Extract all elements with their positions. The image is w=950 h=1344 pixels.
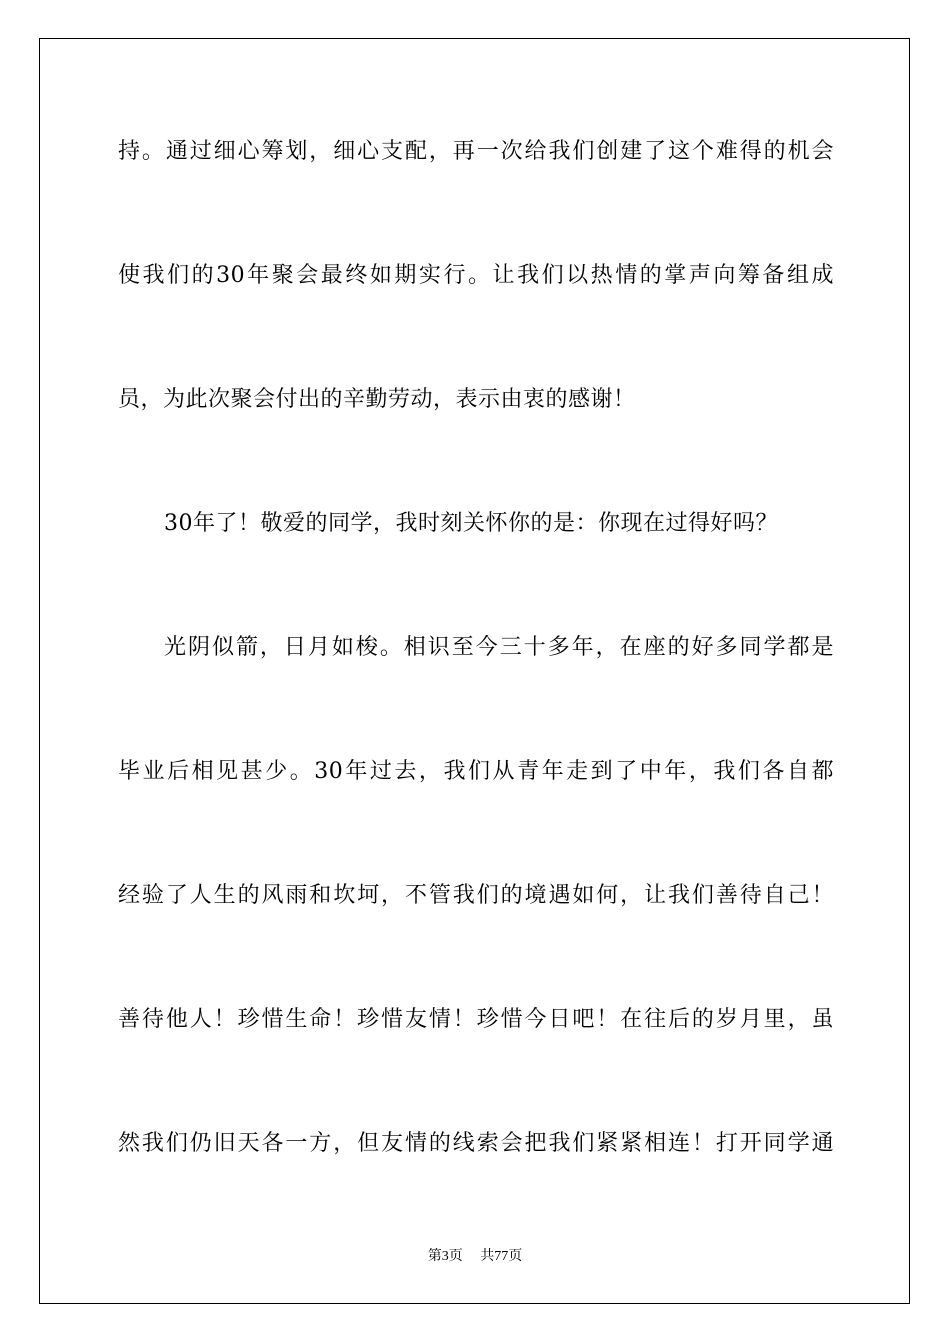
body-line: 持。通过细心筹划，细心支配，再一次给我们创建了这个难得的机会: [118, 139, 834, 164]
body-line: 善待他人！珍惜生命！珍惜友情！珍惜今日吧！在往后的岁月里，虽: [118, 1007, 834, 1032]
body-line: 使我们的30年聚会最终如期实行。让我们以热情的掌声向筹备组成: [118, 263, 834, 288]
body-line: 员，为此次聚会付出的辛勤劳动，表示由衷的感谢！: [118, 387, 636, 412]
body-line: 然我们仍旧天各一方，但友情的线索会把我们紧紧相连！打开同学通: [118, 1131, 834, 1156]
page-border: [39, 38, 910, 1304]
body-line: 光阴似箭，日月如梭。相识至今三十多年，在座的好多同学都是: [164, 635, 834, 660]
body-line: 经验了人生的风雨和坎坷，不管我们的境遇如何，让我们善待自己！: [118, 883, 834, 908]
body-line: 30年了！敬爱的同学，我时刻关怀你的是：你现在过得好吗？: [164, 511, 778, 536]
page-number: 第3页: [427, 1249, 463, 1264]
page-footer: [0, 1248, 950, 1266]
body-line: 毕业后相见甚少。30年过去，我们从青年走到了中年，我们各自都: [118, 759, 834, 784]
page-total: 共77页: [480, 1249, 523, 1264]
